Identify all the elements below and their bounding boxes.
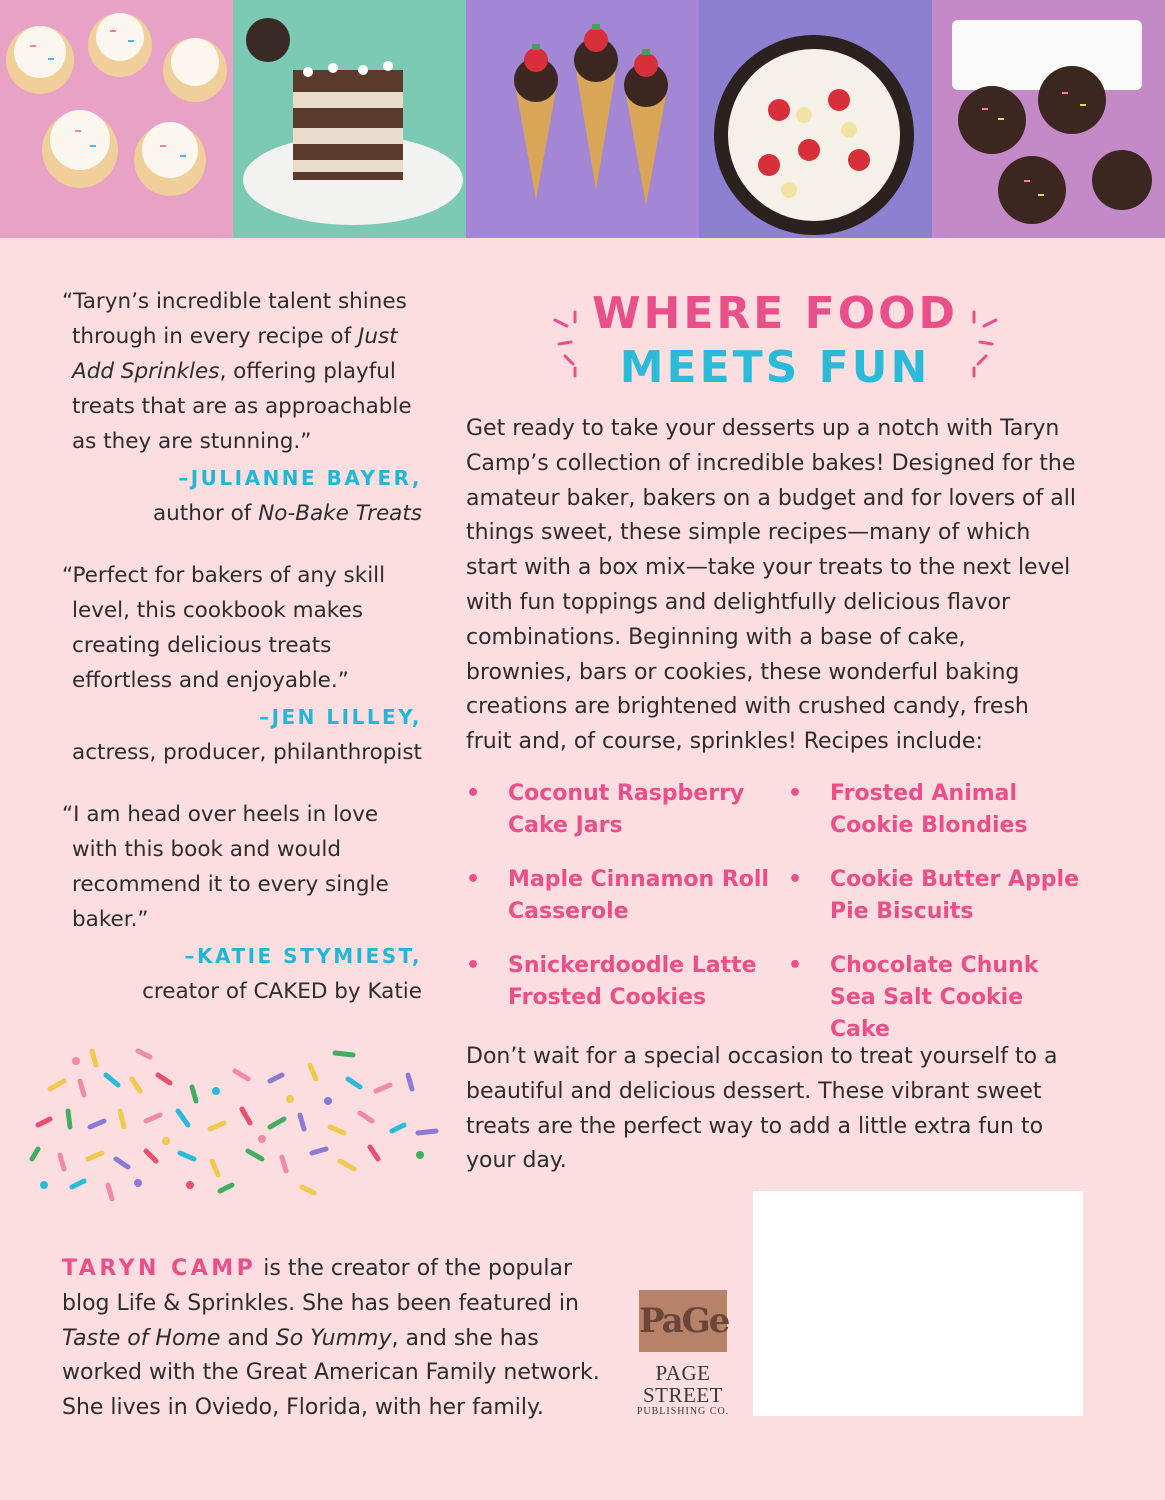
publisher-mark-icon: PaGe: [639, 1290, 727, 1352]
author-bio: [62, 1252, 622, 1426]
publisher-logo: [628, 1290, 738, 1420]
bullet-icon: •: [788, 781, 803, 806]
quote-julianne-bayer: [62, 284, 422, 531]
recipe-name: Chocolate Chunk Sea Salt Cookie Cake: [830, 953, 1039, 1042]
quote-author-role: [62, 496, 422, 531]
bio-text: and: [220, 1325, 276, 1351]
quote-katie-stymiest: [62, 797, 422, 1009]
publication-name: Taste of Home: [62, 1325, 221, 1351]
quote-text: “Perfect for bakers of any skill level, this cookbook makes creating delicious treats effortless and enjoyable.”: [62, 563, 386, 693]
recipe-name: Coconut Raspberry Cake Jars: [508, 781, 745, 838]
headline-line-1: WHERE FOOD: [591, 288, 959, 339]
headline: [540, 288, 1010, 396]
barcode-area: [753, 1191, 1083, 1416]
quote-author-role: actress, producer, philanthropist: [72, 740, 422, 765]
photo-strip: [0, 0, 1165, 238]
list-item: [788, 950, 1086, 1046]
book-title: Just Add Sprinkles: [72, 324, 398, 384]
quote-author: –JEN LILLEY,: [259, 705, 422, 729]
recipe-name: Snickerdoodle Latte Frosted Cookies: [508, 953, 757, 1010]
right-burst-icon: [966, 308, 1006, 378]
recipe-list: [466, 778, 1086, 1046]
bullet-icon: •: [466, 953, 481, 978]
bullet-icon: •: [788, 953, 803, 978]
quote-jen-lilley: [62, 558, 422, 770]
quote-text: [62, 284, 422, 459]
role-text: author of: [152, 501, 259, 526]
list-item: [788, 864, 1086, 928]
list-item: [466, 950, 788, 1046]
bio-text: , and she has worked with the Great American Family network. She lives in Oviedo, Florida, with her family.: [62, 1325, 600, 1421]
bullet-icon: •: [788, 867, 803, 892]
layered-cake-photo: [233, 0, 466, 238]
quote-author: –KATIE STYMIEST,: [184, 944, 422, 968]
chocolate-cookies-photo: [932, 0, 1165, 238]
quote-author-role: creator of CAKED by Katie: [142, 979, 422, 1004]
quote-text-part: , offering playful treats that are as approachable as they are stunning.”: [72, 359, 412, 454]
left-burst-icon: [545, 308, 585, 378]
fruit-pizza-photo: [699, 0, 932, 238]
publication-name: So Yummy: [275, 1325, 392, 1351]
quote-text: “I am head over heels in love with this book and would recommend it to every single baker.”: [62, 802, 389, 932]
sprinkles-icon: [20, 1035, 450, 1205]
recipe-name: Cookie Butter Apple Pie Biscuits: [830, 867, 1080, 924]
quote-author: –JULIANNE BAYER,: [178, 466, 422, 490]
bullet-icon: •: [466, 867, 481, 892]
book-description: Get ready to take your desserts up a notch with Taryn Camp’s collection of incredible bakes! Designed for the amateur baker, bakers on a budget and for lovers of all things sweet, these simple recipes—many of which start with a box mix—take your treats to the next level with fun toppings and delightfully delicious flavor combinations. Beginning with a base of cake, brownies, bars or cookies, these wonderful baking creations are brightened with crushed candy, fresh fruit and, of course, sprinkles! Recipes include:: [466, 416, 1076, 755]
list-item: [466, 778, 788, 842]
recipe-name: Frosted Animal Cookie Blondies: [830, 781, 1028, 838]
headline-line-2: MEETS FUN: [619, 342, 931, 393]
cupcakes-photo: [0, 0, 233, 238]
quote-text-part: “Taryn’s incredible talent shines through in every recipe of: [62, 289, 407, 349]
role-book-title: No-Bake Treats: [258, 501, 422, 526]
publisher-name: PAGE STREET: [643, 1361, 723, 1407]
bio-text: is the creator of the popular blog Life & Sprinkles. She has been featured in: [62, 1256, 579, 1316]
author-name: TARYN CAMP: [62, 1256, 257, 1281]
closing-paragraph: Don’t wait for a special occasion to treat yourself to a beautiful and delicious dessert. These vibrant sweet treats are the perfect way to add a little extra fun to your day.: [466, 1044, 1058, 1174]
list-item: [466, 864, 788, 928]
publisher-subtitle: PUBLISHING CO.: [636, 1406, 730, 1417]
list-item: [788, 778, 1086, 842]
recipe-name: Maple Cinnamon Roll Casserole: [508, 867, 769, 924]
strawberry-cones-photo: [466, 0, 699, 238]
bullet-icon: •: [466, 781, 481, 806]
